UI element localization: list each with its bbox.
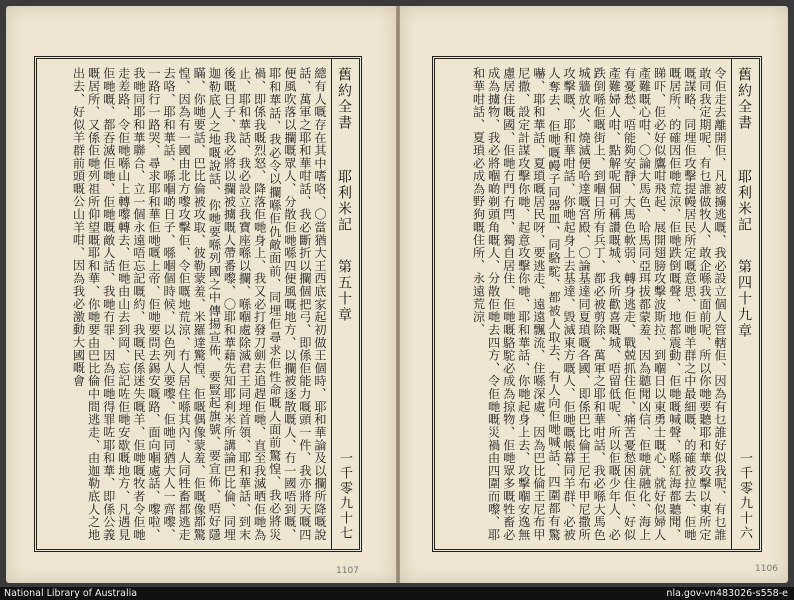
left-page-body-text: 總有人嘅存在其中嗜咯、〇當猶大王西底家起初做王個時、耶和華論及以攔所降嘅說話、萬軍之耶和華咁話、我必斷折以攔個把弓、即係佢能力嘅頭一件、我亦將天嘅四便風吹落以攔嘅眾人、分散佢哋喺四便風嘅地方、以攔被逐散嘅人、冇一國唔到嘅、耶和華話、我必令以攔喺佢仇敵面前、同埋佢尋求佢性命嘅人面前驚惶、我必將災禍、即係我嘅烈怒、降落佢哋身上、我又必打發刀劍去追趕佢哋、直至我滅晒佢哋為止、耶和華話、我必設立我寶座喺以攔、喺嗰處除滅君王同埋首領、耶和華話、到末後嘅日子、我必將以攔被擄嘅人帶番嚟、〇耶和華藉先知耶利米所講論巴比倫、同埋迦勒底人之地嘅說話、你哋要喺列國之中傳揚宣佈、要豎起旗號、要宣佈、唔好隱瞞、你哋要話、巴比倫被攻取、彼勒蒙羞、米羅達驚惶、佢嘅偶像蒙羞、佢嘅像都驚惶、因為有一國由北方嚟攻擊佢、令佢嘅地荒涼、冇人居住喺其內、人同牲畜都逃走去咯、耶和華話、喺嗰啲日子、喺嗰個時候、以色列人要嚟、佢哋同猶大人一齊嚟、一路行一路哭、尋求耶和華佢哋嘅上帝、佢哋要問去錫安嘅路、面向嗰處話、嚟啦、我哋同耶和華聯合、立一個永遠唔忘記嘅約、我嘅民係迷失嘅羊、佢哋嘅牧者令佢哋走差路、令佢哋喺山上轉嚟轉去、佢哋由山去到岡、忘記咗佢哋安歇嘅地方、凡遇見佢哋嘅、都吞滅佢哋、佢哋嘅敵人話、我哋冇罪、因為佢哋得罪咗耶和華、即係公義嘅居所、又係佢哋列祖所仰望嘅耶和華、你哋要由巴比倫中間逃走、由迦勒底人之地出去、好似羊群前頭嘅公山羊咁、因為我必激動大國嘅會 [71, 67, 327, 541]
right-book-title: 舊約全書 [736, 67, 752, 131]
left-chapter-label: 第五十章 [336, 259, 352, 323]
right-page [400, 6, 788, 583]
left-book-name: 耶利米記 [336, 169, 352, 233]
left-folio-number: 1107 [336, 566, 359, 576]
right-page-body-text: 令佢走去離開佢、凡被擄逃嘅、我必設立個人管轄佢、因為有乜誰好似我呢、有乜誰敢同我定期呢、有乜誰做牧人、敢企喺我面前呢、所以你哋要聽耶和華攻擊以東所定嘅謀略、同埋佢攻擊提幔居民所定嘅意思、佢哋羊群之中最細嘅、的確被拉去、佢哋嘅居所、的確因佢哋荒涼、佢哋跌倒嘅聲、地都震動、佢哋嘅喊聲、喺紅海都聽聞、睇吓、佢必好似鷹咁飛起、展開翅膀攻擊波斯拉、到嗰日以東勇士嘅心、就好似婦人產難嘅心咁、〇論大馬色、哈馬同亞珥拔都蒙羞、因為聽聞凶信、佢哋就融化、海上有憂愁、唔能夠安靜、大馬色軟弱、轉身逃走、戰兢抓住佢、痛苦憂愁困住佢、好似產難婦人咁、點解呢個可稱讚嘅城、我所歡喜嘅城、唔留低呢、所以佢嘅少年人、必跌倒喺佢嘅街上、到嗰日所有兵丁、都必被剪除、萬軍之耶和華咁話、我必喺大馬色城牆放火、燒滅便哈達嘅宮殿、〇論基達同夏瑣嘅各國、即係巴比倫王尼布甲尼撒所攻擊嘅、耶和華咁話、你哋起身上去基達、毀滅東方嘅人、佢哋嘅帳幕同羊群、必被人奪去、佢哋嘅幔子同器皿、同駱駝、都被人取去、有人向佢哋喊話、四圍都有驚嚇、耶和華話、夏瑣嘅居民呀、要逃走、遠遠飄流、住喺深處、因為巴比倫王尼布甲尼撒、設定計謀攻擊你哋、起意攻擊你哋、耶和華話、你哋起身上去、攻擊嗰安逸無慮居住嘅國、佢哋冇門冇閂、獨自居住、佢哋嘅駱駝必成為掠物、佢哋眾多嘅牲畜必成為擄物、我必將嗰啲剃頭角嘅人、分散佢哋去四方、令佢哋嘅災禍由四圍而嚟、耶和華咁話、夏瑣必成為野狗嘅住所、永遠荒涼、 [471, 67, 727, 541]
left-page-number: 一千零九十七 [337, 451, 352, 541]
right-page-number: 一千零九十六 [737, 451, 752, 541]
left-book-title: 舊約全書 [336, 67, 352, 131]
left-page-margin-banner [331, 59, 359, 549]
right-chapter-label: 第四十九章 [736, 259, 752, 339]
left-page [6, 6, 396, 583]
right-page-frame [432, 56, 762, 552]
library-reference-id[interactable]: nla.gov-vn483026-s558-e [666, 588, 788, 599]
right-folio-number: 1106 [755, 564, 778, 574]
library-footer-bar [0, 587, 794, 600]
left-page-frame [34, 56, 362, 552]
right-page-margin-banner [731, 59, 759, 549]
right-book-name: 耶利米記 [736, 169, 752, 233]
library-name[interactable]: National Library of Australia [4, 588, 138, 599]
